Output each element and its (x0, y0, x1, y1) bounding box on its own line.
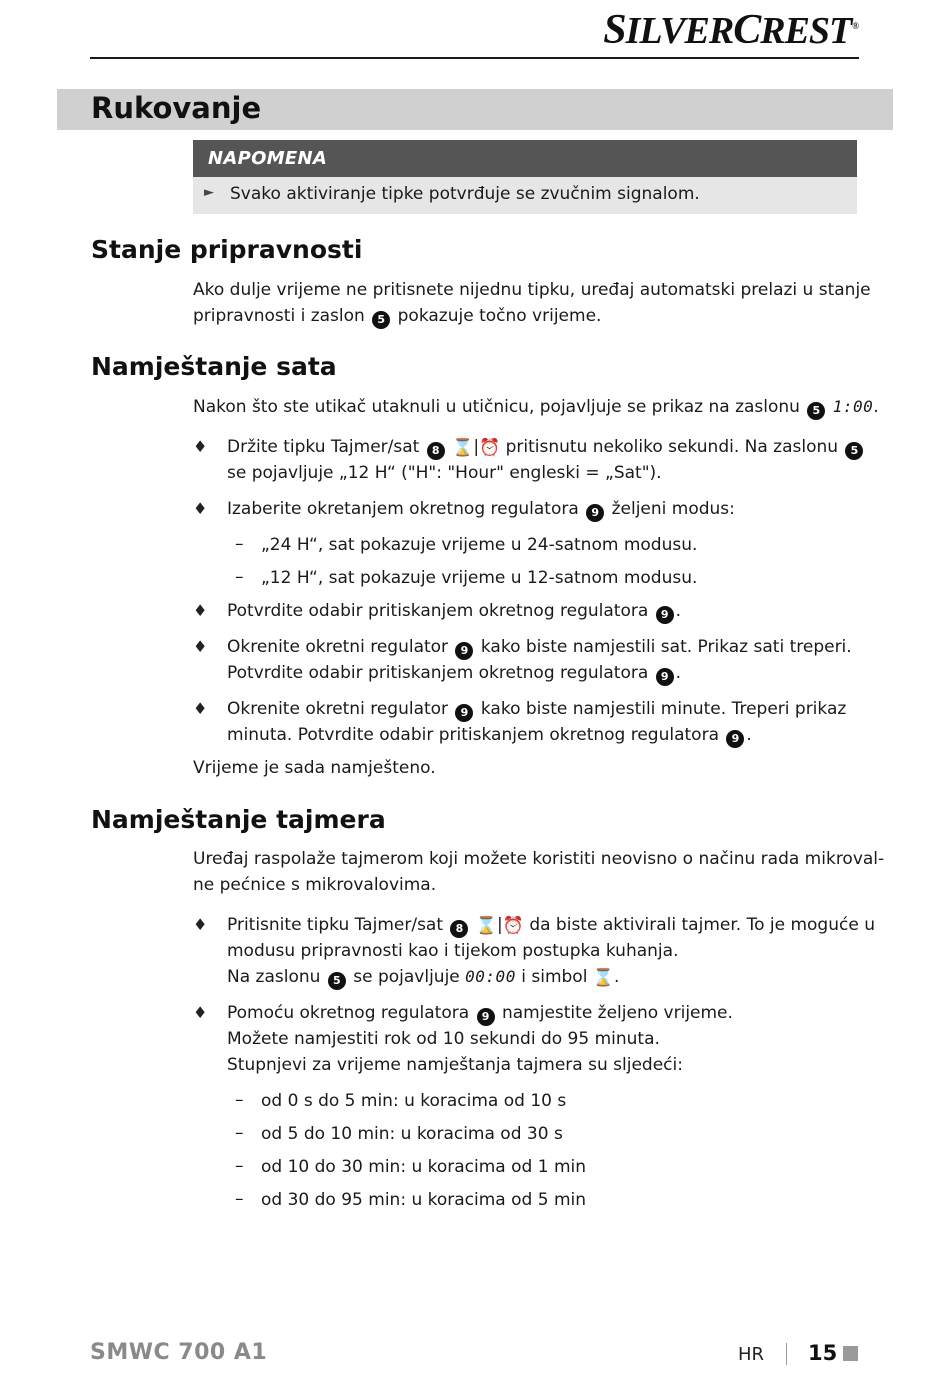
dash-icon: – (235, 1156, 244, 1176)
dash-icon: – (235, 1189, 244, 1209)
ref-badge: 9 (726, 730, 744, 748)
brand-logo: SILVERCREST® (603, 7, 858, 53)
ref-badge: 9 (455, 642, 473, 660)
standby-line-1: Ako dulje vrijeme ne pritisnete nijednu tipku, uređaj automatski prelazi u stanje (193, 280, 871, 300)
clock-bullet-1-line-1: Držite tipku Tajmer/sat 8 ⌛|⏰ pritisnutu nekoliko sekundi. Na zaslonu 5 (227, 434, 865, 461)
clock-heading: Namještanje sata (91, 352, 337, 381)
timer-heading: Namještanje tajmera (91, 805, 386, 834)
square-icon (843, 1346, 858, 1361)
hourglass-icon: ⌛ (452, 438, 474, 458)
standby-line-2: pripravnosti i zaslon 5 pokazuje točno vrijeme. (193, 303, 601, 329)
ref-badge: 5 (372, 311, 390, 329)
clock-mode-12: „12 H“, sat pokazuje vrijeme u 12-satnom modusu. (261, 568, 698, 588)
ref-badge: 8 (450, 920, 468, 938)
clock-bullet-5-line-2: minuta. Potvrdite odabir pritiskanjem okretnog regulatora 9 . (227, 722, 752, 748)
standby-heading: Stanje pripravnosti (91, 235, 363, 264)
note-heading: NAPOMENA (208, 148, 328, 169)
bullet-icon: ♦ (193, 637, 208, 656)
ref-badge: 9 (455, 704, 473, 722)
dash-icon: – (235, 1123, 244, 1143)
ref-badge: 9 (586, 504, 604, 522)
dash-icon: – (235, 1090, 244, 1110)
arrow-icon: ► (204, 185, 214, 200)
timer-bullet-1-line-2: modusu pripravnosti kao i tijekom postupka kuhanja. (227, 941, 679, 961)
ref-badge: 9 (656, 606, 674, 624)
timer-bullet-1-line-3: Na zaslonu 5 se pojavljuje 00:00 i simbol ⌛. (227, 964, 619, 991)
footer-language: HR (738, 1344, 765, 1365)
clock-outro: Vrijeme je sada namješteno. (193, 758, 436, 778)
clock-mode-24: „24 H“, sat pokazuje vrijeme u 24-satnom modusu. (261, 535, 698, 555)
hourglass-icon: ⌛ (475, 916, 497, 936)
timer-bullet-2-line-2: Možete namjestiti rok od 10 sekundi do 95 minuta. (227, 1029, 660, 1049)
ref-badge: 5 (807, 402, 825, 420)
ref-badge: 9 (656, 668, 674, 686)
section-title: Rukovanje (91, 91, 262, 125)
bullet-icon: ♦ (193, 1003, 208, 1022)
footer-model: SMWC 700 A1 (90, 1340, 268, 1365)
timer-bullet-1-line-1: Pritisnite tipku Tajmer/sat 8 ⌛|⏰ da biste aktivirali tajmer. To je moguće u (227, 912, 875, 939)
clock-bullet-3: Potvrdite odabir pritiskanjem okretnog regulatora 9 . (227, 598, 681, 624)
clock-bullet-5-line-1: Okrenite okretni regulator 9 kako biste namjestili minute. Treperi prikaz (227, 696, 846, 722)
note-text: Svako aktiviranje tipke potvrđuje se zvučnim signalom. (230, 184, 700, 204)
header-rule (90, 57, 859, 59)
timer-step: od 10 do 30 min: u koracima od 1 min (261, 1157, 587, 1177)
display-readout: 00:00 (465, 967, 516, 986)
footer-separator (786, 1343, 787, 1365)
ref-badge: 9 (477, 1008, 495, 1026)
display-readout: 1:00 (832, 397, 874, 416)
clock-bullet-1-line-2: se pojavljuje „12 H“ ("H": "Hour" engleski = „Sat"). (227, 463, 662, 483)
clock-bullet-2: Izaberite okretanjem okretnog regulatora 9 željeni modus: (227, 496, 735, 522)
dash-icon: – (235, 534, 244, 554)
bullet-icon: ♦ (193, 915, 208, 934)
timer-step: od 0 s do 5 min: u koracima od 10 s (261, 1091, 567, 1111)
timer-step: od 5 do 10 min: u koracima od 30 s (261, 1124, 563, 1144)
bullet-icon: ♦ (193, 601, 208, 620)
bullet-icon: ♦ (193, 499, 208, 518)
clock-bullet-4-line-1: Okrenite okretni regulator 9 kako biste namjestili sat. Prikaz sati treperi. (227, 634, 852, 660)
ref-badge: 5 (845, 442, 863, 460)
timer-bullet-2-line-1: Pomoću okretnog regulatora 9 namjestite željeno vrijeme. (227, 1000, 733, 1026)
ref-badge: 8 (427, 442, 445, 460)
clock-intro: Nakon što ste utikač utaknuli u utičnicu, pojavljuje se prikaz na zaslonu 5 1:00. (193, 394, 879, 420)
note-header (193, 140, 857, 177)
ref-badge: 5 (328, 972, 346, 990)
timer-step: od 30 do 95 min: u koracima od 5 min (261, 1190, 587, 1210)
dash-icon: – (235, 567, 244, 587)
bullet-icon: ♦ (193, 437, 208, 456)
timer-intro-1: Uređaj raspolaže tajmerom koji možete koristiti neovisno o načinu rada mikroval- (193, 849, 885, 869)
alarm-clock-icon: ⏰ (502, 916, 524, 936)
alarm-clock-icon: ⏰ (479, 438, 501, 458)
timer-bullet-2-line-3: Stupnjevi za vrijeme namještanja tajmera su sljedeći: (227, 1055, 683, 1075)
bullet-icon: ♦ (193, 699, 208, 718)
note-body (193, 177, 857, 214)
page-number: 15 (808, 1341, 838, 1365)
hourglass-icon: ⌛ (592, 968, 614, 988)
clock-bullet-4-line-2: Potvrdite odabir pritiskanjem okretnog regulatora 9 . (227, 660, 681, 686)
timer-intro-2: ne pećnice s mikrovalovima. (193, 875, 437, 895)
